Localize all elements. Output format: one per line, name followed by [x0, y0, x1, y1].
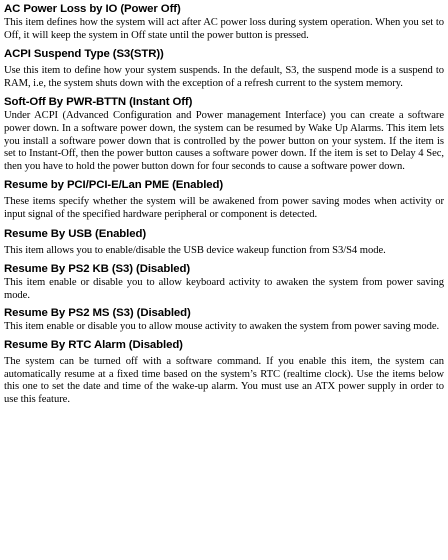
manual-page: [4, 2, 444, 406]
section-acpi-suspend-type: [4, 47, 444, 90]
section-soft-off-pwr-bttn: [4, 95, 444, 173]
section-body: This item enable or disable you to allow mouse activity to awaken the system from power saving mode.: [4, 321, 440, 333]
section-resume-ps2-ms: [4, 306, 444, 334]
section-resume-rtc-alarm: [4, 338, 444, 406]
section-heading: Soft-Off By PWR-BTTN (Instant Off): [4, 96, 193, 109]
section-body: These items specify whether the system will be awakened from power saving modes when activity or input signal of the specified hardware peripheral or component is detected.: [4, 196, 444, 220]
section-body: Under ACPI (Advanced Configuration and Power management Interface) you can create a software power down. In a software power down, the system can be resumed by Wake Up Alarms. This item lets you install a software power down that is controlled by the power button on your system. If the item is set to Instant-Off, then the power button causes a software power down. If the item is set to Delay 4 Sec, then you have to hold the power button down for four seconds to cause a software power down.: [4, 110, 444, 172]
section-heading: Resume by PCI/PCI-E/Lan PME (Enabled): [4, 179, 224, 192]
section-body: This item defines how the system will act after AC power loss during system operation. When you set to Off, it will keep the system in Off state until the power button is pressed.: [4, 17, 444, 41]
section-heading: Resume By PS2 KB (S3) (Disabled): [4, 263, 191, 276]
section-heading: Resume By PS2 MS (S3) (Disabled): [4, 307, 191, 320]
section-resume-usb: [4, 227, 444, 258]
section-ac-power-loss: [4, 2, 444, 42]
section-body: This item enable or disable you to allow keyboard activity to awaken the system from power saving mode.: [4, 277, 444, 301]
section-heading: ACPI Suspend Type (S3(STR)): [4, 48, 164, 61]
section-body: This item allows you to enable/disable the USB device wakeup function from S3/S4 mode.: [4, 244, 386, 256]
section-body: The system can be turned off with a software command. If you enable this item, the system can automatically resume at a fixed time based on the system’s RTC (realtime clock). Use the items below this one to set the date and time of the wake-up alarm. You must use an ATX power supply in order to use this feature.: [4, 355, 444, 405]
section-heading: Resume By USB (Enabled): [4, 227, 147, 240]
section-heading: Resume By RTC Alarm (Disabled): [4, 338, 183, 351]
section-resume-pci-pme: [4, 178, 444, 221]
section-resume-ps2-kb: [4, 262, 444, 302]
section-body: Use this item to define how your system suspends. In the default, S3, the suspend mode is a suspend to RAM, i.e, the system shuts down with the exception of a refresh current to the system memory.: [4, 65, 444, 89]
section-heading: AC Power Loss by IO (Power Off): [4, 3, 181, 15]
